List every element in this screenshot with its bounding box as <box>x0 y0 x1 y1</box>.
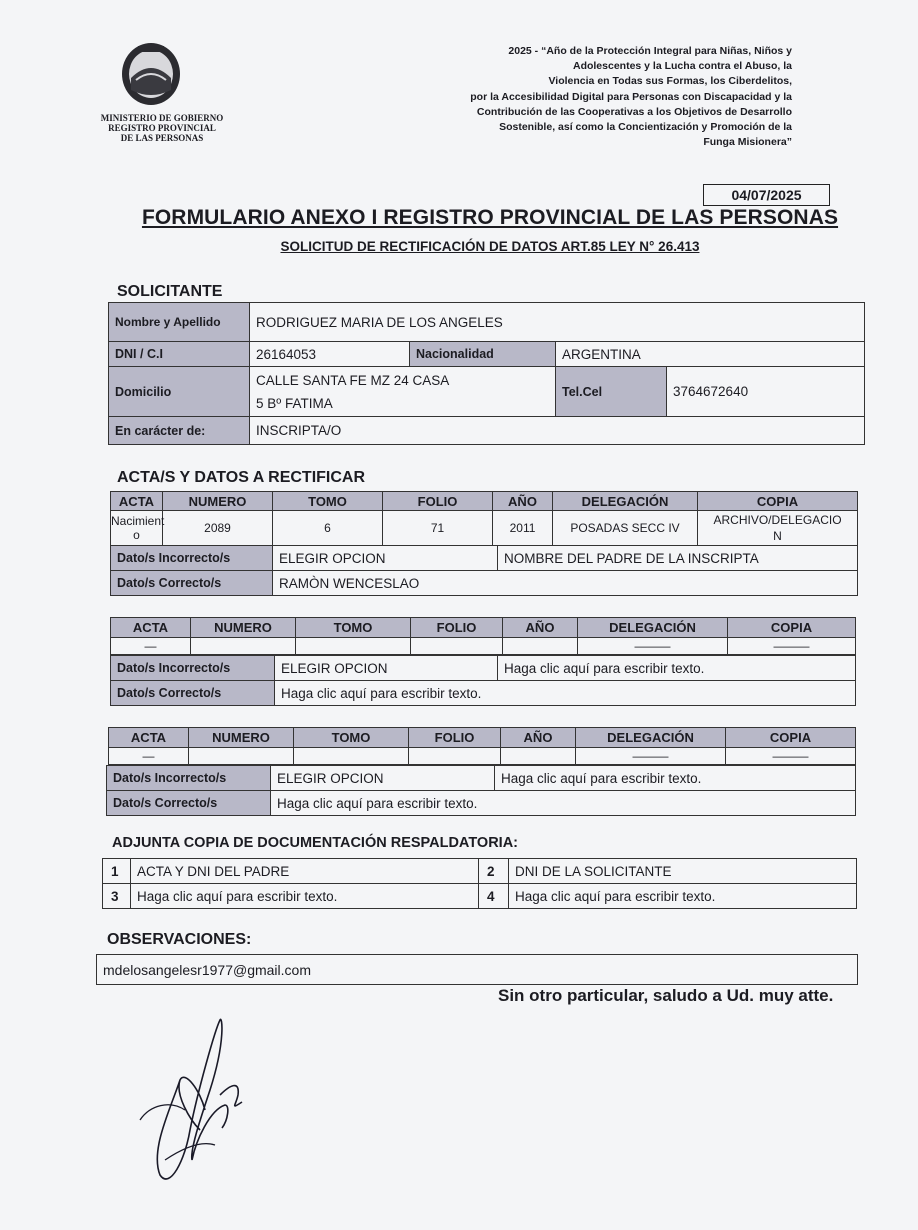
tomo-field[interactable] <box>294 748 409 765</box>
acta-type-field[interactable] <box>111 511 163 546</box>
anio-field[interactable] <box>503 638 578 655</box>
folio-field[interactable] <box>409 748 501 765</box>
col-acta: ACTA <box>111 618 191 638</box>
motto-line: Adolescentes y la Lucha contra el Abuso, la <box>572 60 792 73</box>
delegacion-field[interactable]: ——— <box>578 638 728 655</box>
attachments-table <box>102 858 857 909</box>
section-attachments: ADJUNTA COPIA DE DOCUMENTACIÓN RESPALDATORIA: <box>112 835 518 851</box>
name-field[interactable]: RODRIGUEZ MARIA DE LOS ANGELES <box>250 303 865 342</box>
delegacion-field[interactable]: ——— <box>576 748 726 765</box>
col-copia: COPIA <box>698 492 858 511</box>
motto-line: Violencia en Todas sus Formas, los Ciberdelitos, <box>548 75 792 88</box>
anio-field[interactable]: 2011 <box>493 511 553 546</box>
correct-data-field[interactable]: Haga clic aquí para escribir texto. <box>275 681 856 706</box>
section-actas: ACTA/S Y DATOS A RECTIFICAR <box>117 469 366 486</box>
attachment-field-3[interactable]: Haga clic aquí para escribir texto. <box>131 884 479 909</box>
acta-data-table-1 <box>110 545 858 596</box>
copia-line-1: ARCHIVO/DELEGACIO <box>713 513 842 527</box>
address-label: Domicilio <box>109 367 250 417</box>
folio-field[interactable] <box>411 638 503 655</box>
incorrect-data-field[interactable]: NOMBRE DEL PADRE DE LA INSCRIPTA <box>498 546 858 571</box>
motto-line: Funga Misionera” <box>703 136 792 149</box>
nationality-label: Nacionalidad <box>410 342 556 367</box>
phone-field[interactable]: 3764672640 <box>667 367 865 417</box>
ministry-line-1: MINISTERIO DE GOBIERNO <box>100 113 224 123</box>
acta-type-field[interactable]: — <box>109 748 189 765</box>
observations-table <box>96 954 858 985</box>
incorrect-label: Dato/s Incorrecto/s <box>111 656 275 681</box>
nationality-field[interactable]: ARGENTINA <box>556 342 865 367</box>
col-anio: AÑO <box>503 618 578 638</box>
correct-data-field[interactable]: RAMÒN WENCESLAO <box>273 571 858 596</box>
correct-label: Dato/s Correcto/s <box>111 571 273 596</box>
copia-line-2: N <box>773 529 782 543</box>
year-motto <box>380 44 792 150</box>
address-field[interactable] <box>250 367 556 417</box>
col-tomo: TOMO <box>273 492 383 511</box>
incorrect-option-select[interactable]: ELEGIR OPCION <box>271 766 495 791</box>
copia-field[interactable]: ——— <box>728 638 856 655</box>
tomo-field[interactable] <box>296 638 411 655</box>
anio-field[interactable] <box>501 748 576 765</box>
col-anio: AÑO <box>493 492 553 511</box>
solicitante-table <box>108 302 865 445</box>
role-label: En carácter de: <box>109 417 250 445</box>
col-delegacion: DELEGACIÓN <box>553 492 698 511</box>
address-line-1: CALLE SANTA FE MZ 24 CASA <box>256 372 450 388</box>
copia-field[interactable] <box>698 511 858 546</box>
observations-field[interactable]: mdelosangelesr1977@gmail.com <box>97 955 858 985</box>
motto-line: 2025 - “Año de la Protección Integral para Niñas, Niños y <box>508 45 792 57</box>
col-anio: AÑO <box>501 728 576 748</box>
correct-data-field[interactable]: Haga clic aquí para escribir texto. <box>271 791 856 816</box>
acta-data-table-2 <box>110 655 856 706</box>
incorrect-label: Dato/s Incorrecto/s <box>111 546 273 571</box>
tomo-field[interactable]: 6 <box>273 511 383 546</box>
copia-field[interactable]: ——— <box>726 748 856 765</box>
numero-field[interactable] <box>191 638 296 655</box>
col-acta: ACTA <box>109 728 189 748</box>
closing-text: Sin otro particular, saludo a Ud. muy atte. <box>498 986 834 1005</box>
acta-table-2 <box>110 617 856 655</box>
motto-line: Sostenible, así como la Concientización y Promoción de la <box>499 121 792 134</box>
motto-line: Contribución de las Cooperativas a los Objetivos de Desarrollo <box>476 105 792 118</box>
col-acta: ACTA <box>111 492 163 511</box>
ministry-line-3: DE LAS PERSONAS <box>120 133 204 143</box>
col-folio: FOLIO <box>409 728 501 748</box>
attachment-number: 2 <box>479 859 509 884</box>
correct-label: Dato/s Correcto/s <box>111 681 275 706</box>
acta-data-table-3 <box>106 765 856 816</box>
incorrect-label: Dato/s Incorrecto/s <box>107 766 271 791</box>
acta-type-field[interactable]: — <box>111 638 191 655</box>
ministry-line-2: REGISTRO PROVINCIAL <box>108 123 216 133</box>
attachment-field-4[interactable]: Haga clic aquí para escribir texto. <box>509 884 857 909</box>
acta-type-line-2: o <box>133 528 140 542</box>
address-line-2: 5 Bº FATIMA <box>256 395 333 411</box>
date-field[interactable]: 04/07/2025 <box>703 184 830 206</box>
form-title: FORMULARIO ANEXO I REGISTRO PROVINCIAL DE LAS PERSONAS <box>141 206 839 229</box>
attachment-field-1[interactable]: ACTA Y DNI DEL PADRE <box>131 859 479 884</box>
attachment-number: 4 <box>479 884 509 909</box>
motto-line: por la Accesibilidad Digital para Personas con Discapacidad y la <box>470 90 792 103</box>
incorrect-data-field[interactable]: Haga clic aquí para escribir texto. <box>498 656 856 681</box>
folio-field[interactable]: 71 <box>383 511 493 546</box>
col-copia: COPIA <box>726 728 856 748</box>
attachment-field-2[interactable]: DNI DE LA SOLICITANTE <box>509 859 857 884</box>
dni-label: DNI / C.I <box>109 342 250 367</box>
col-copia: COPIA <box>728 618 856 638</box>
attachment-number: 3 <box>103 884 131 909</box>
handwritten-signature <box>130 1010 260 1190</box>
col-tomo: TOMO <box>296 618 411 638</box>
delegacion-field[interactable]: POSADAS SECC IV <box>553 511 698 546</box>
col-delegacion: DELEGACIÓN <box>576 728 726 748</box>
col-delegacion: DELEGACIÓN <box>578 618 728 638</box>
col-numero: NUMERO <box>191 618 296 638</box>
col-numero: NUMERO <box>163 492 273 511</box>
col-numero: NUMERO <box>189 728 294 748</box>
misiones-seal-logo <box>118 40 184 110</box>
numero-field[interactable]: 2089 <box>163 511 273 546</box>
form-subtitle: SOLICITUD DE RECTIFICACIÓN DE DATOS ART.85 LEY N° 26.413 <box>280 239 700 254</box>
ministry-name <box>92 113 232 143</box>
role-field[interactable]: INSCRIPTA/O <box>250 417 865 445</box>
incorrect-option-select[interactable]: ELEGIR OPCION <box>275 656 498 681</box>
col-folio: FOLIO <box>411 618 503 638</box>
correct-label: Dato/s Correcto/s <box>107 791 271 816</box>
attachment-number: 1 <box>103 859 131 884</box>
name-label: Nombre y Apellido <box>109 303 250 342</box>
acta-type-line-1: Nacimient <box>111 514 165 528</box>
section-observations: OBSERVACIONES: <box>107 931 252 948</box>
col-tomo: TOMO <box>294 728 409 748</box>
incorrect-option-select[interactable]: ELEGIR OPCION <box>273 546 498 571</box>
acta-table-3 <box>108 727 856 765</box>
col-folio: FOLIO <box>383 492 493 511</box>
phone-label: Tel.Cel <box>556 367 667 417</box>
numero-field[interactable] <box>189 748 294 765</box>
section-solicitante: SOLICITANTE <box>117 283 223 300</box>
dni-field[interactable]: 26164053 <box>250 342 410 367</box>
incorrect-data-field[interactable]: Haga clic aquí para escribir texto. <box>495 766 856 791</box>
acta-table-1 <box>110 491 858 546</box>
